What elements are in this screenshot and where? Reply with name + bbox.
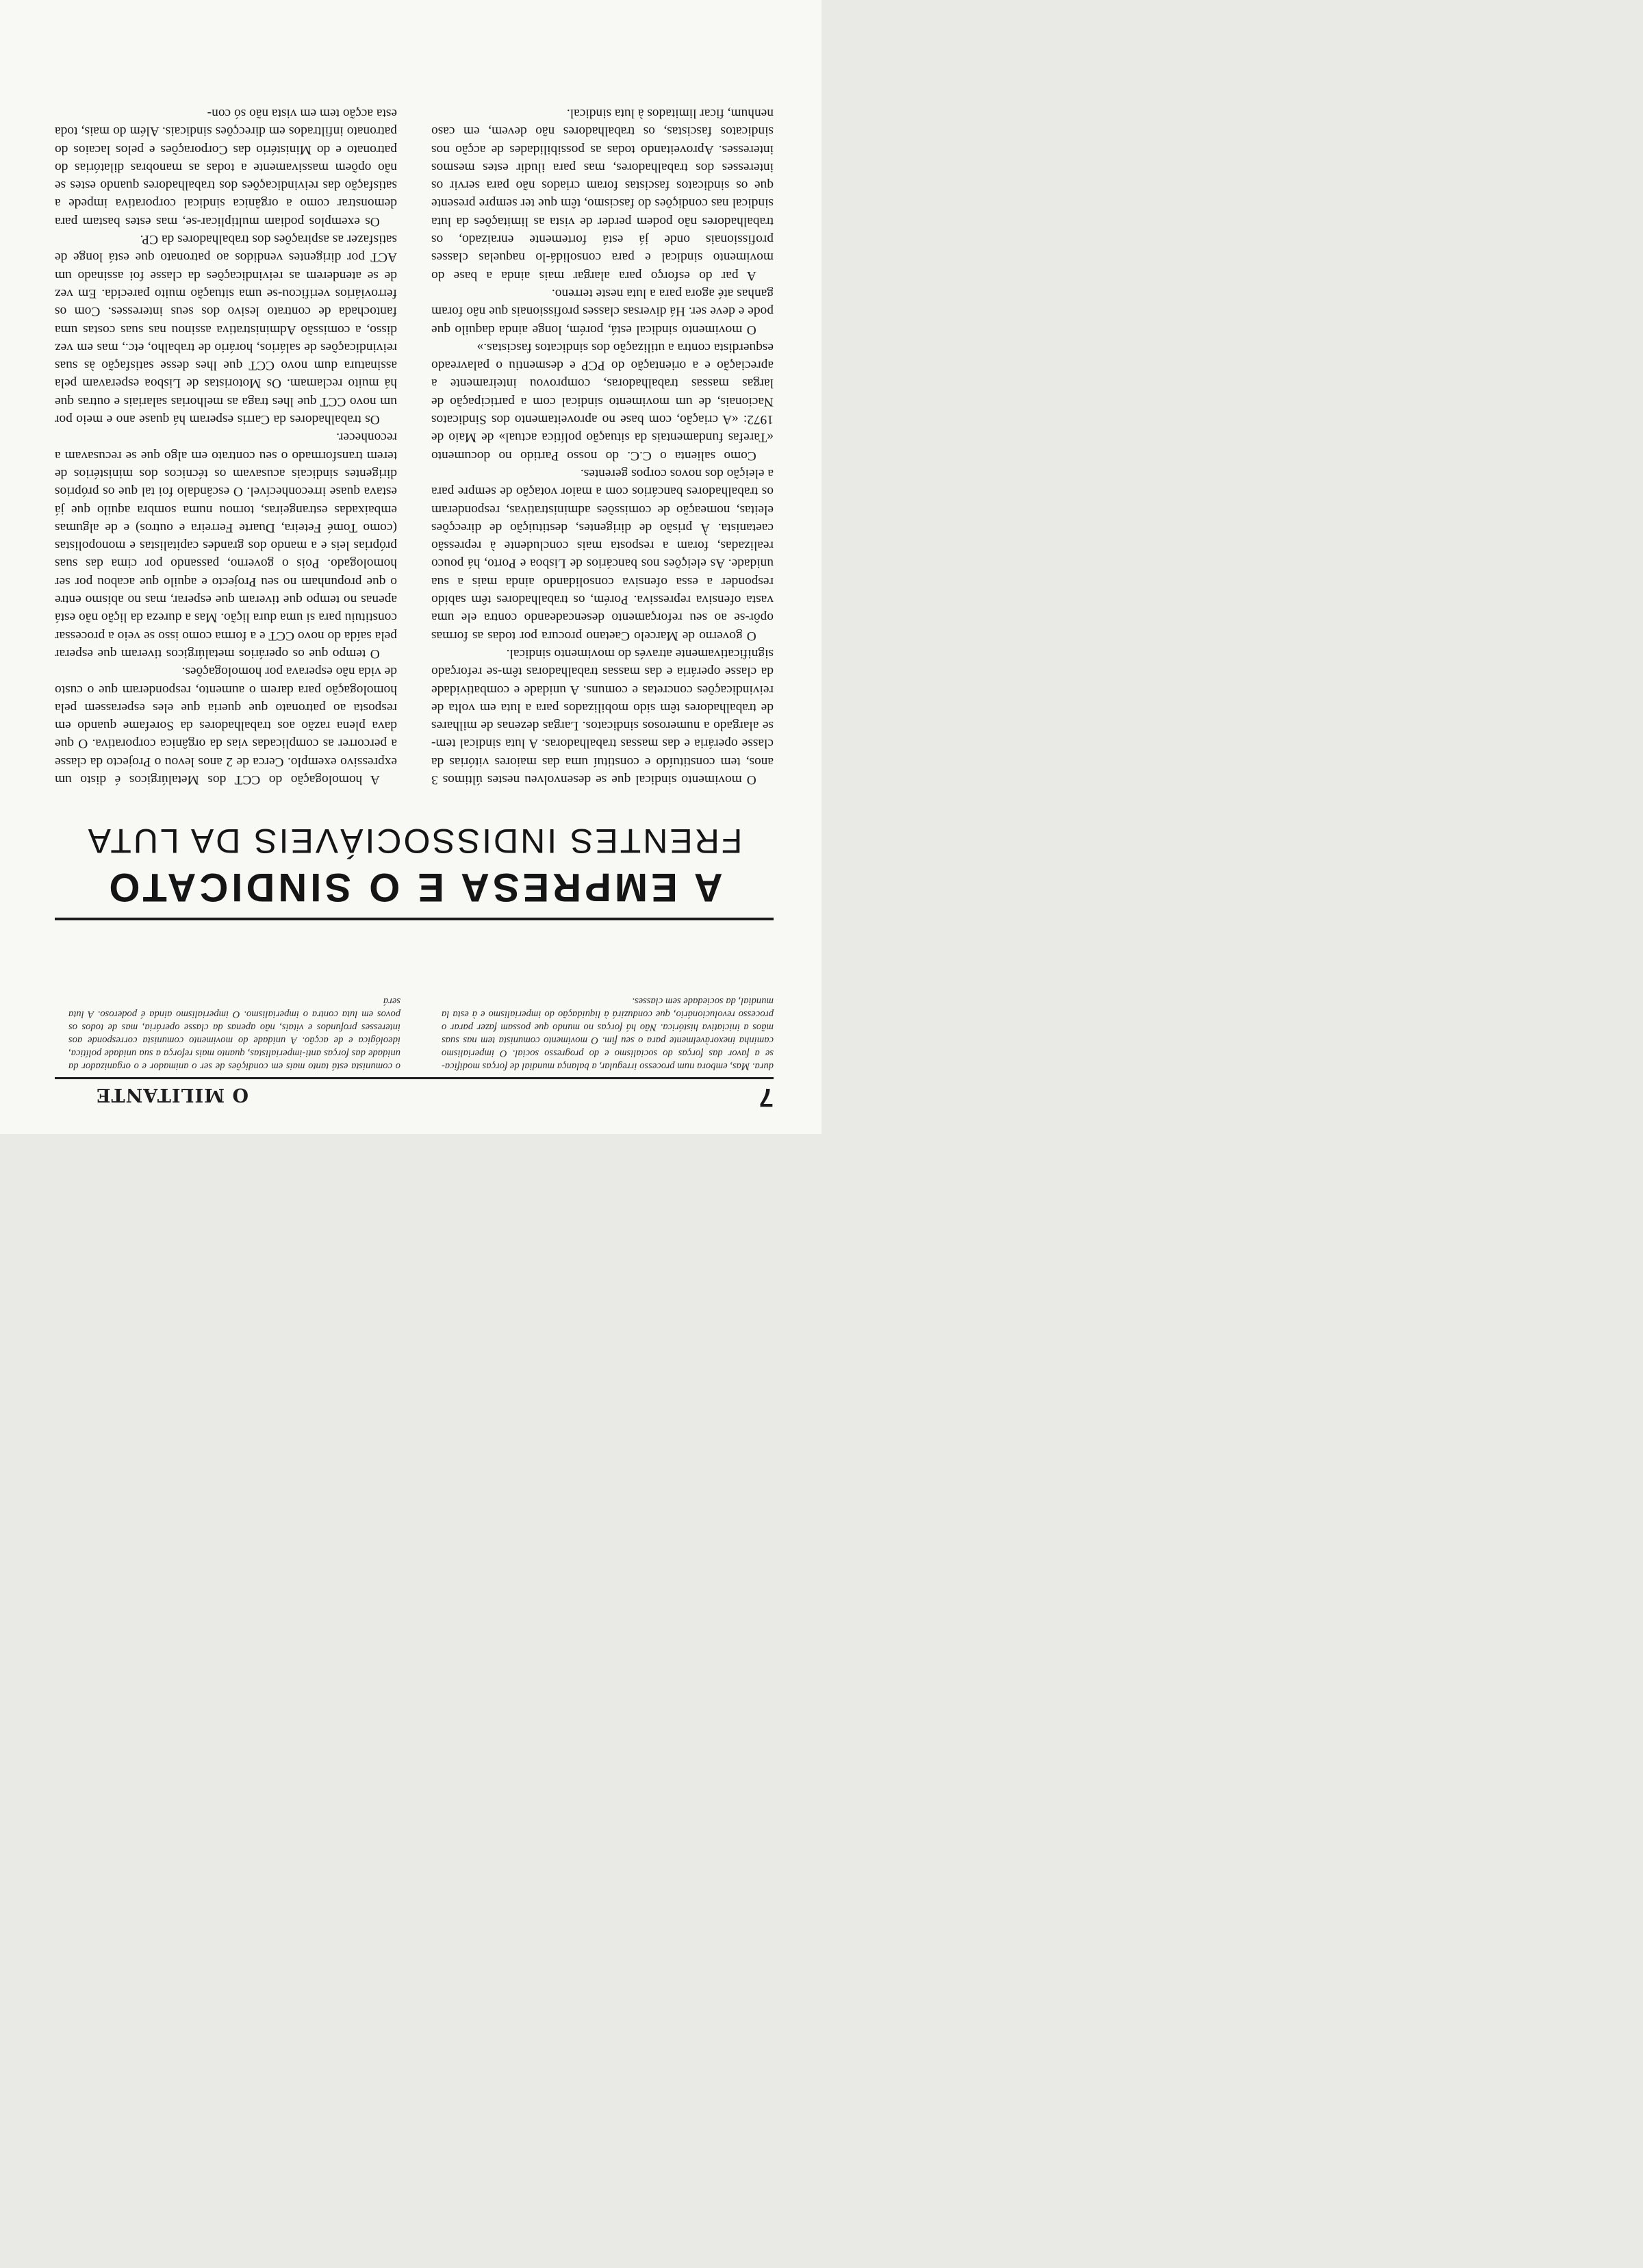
paragraph: O movimento sindical está, porém, longe ainda daquilo que pode e deve ser. Há diversas classes profissionais que não foram ganhas até agora para a luta neste terreno. [431, 286, 774, 337]
page-header [55, 1077, 774, 1113]
paragraph: Como salienta o C.C. do nosso Partido no documento «Tarefas fundamentais da situação política actual» de Maio de 1972: «A criação, com base no aproveitamento dos Sindicatos Nacionais, de um movimento sindical com a participação de largas massas trabalhadoras, comprovou inteiramente a apreciação e a orientação do PCP e desmentiu o palavreado esquerdista contra a utilização dos sindicatos fascistas.» [431, 340, 774, 463]
paragraph: Os trabalhadores da Carris esperam há quase ano e meio por um novo CCT que lhes traga as melhorias salariais e outras que há muito reclamam. Os Motoristas de Lisboa esperavam pela assinatura dum novo CCT que lhes desse satisfação às suas reivindicações de salários, horário de trabalho, etc., mas em vez disso, a comissão Administrativa assinou nas suas costas uma fantochada de contrato lesivo dos seus interesses. Com os ferroviários verificou-se uma situação muito parecida. Em vez de se atenderem as reivindicações da classe foi assinado um ACT por dirigentes vendidos ao patronato que está longe de satisfazer as aspirações dos trabalhadores da CP. [55, 232, 397, 427]
article-column-right [55, 28, 397, 788]
publication-title: O MILITANTE [96, 1084, 249, 1105]
headline-line-2: FRENTES INDISSOCIÁVEIS DA LUTA [86, 822, 743, 860]
headline-line-1: A EMPRESA E O SINDICATO [105, 865, 723, 909]
newspaper-page [0, 0, 822, 1134]
intro-column-left [442, 994, 774, 1072]
paragraph: A par do esforço para alargar mais ainda a base do movimento sindical e para consolidá-lo naquelas classes profissionais onde já está fortemente enraizado, os trabalhadores não podem perder de vista as limitações da luta sindical nas condições do fascismo, têm que ter sempre presente que os sindicatos fascistas foram criados não para servir os interesses dos trabalhadores, mas para iludir estes mesmos interesses. Aproveitando todas as possibilidades de acção nos sindicatos fascistas, os trabalhadores não devem, em caso nenhum, ficar limitados à luta sindical. [431, 106, 774, 283]
paragraph: O movimento sindical que se desenvolveu nestes últimos 3 anos, tem constituído e constituí uma das maiores vitórias da classe operária e das massas trabalhadoras. A luta sindical tem-se alargado a numerosos sindicatos. Largas dezenas de milhares de trabalhadores têm sido mobilizados para a luta em volta de reivindicações concretas e comuns. A unidade e combatividade da classe operária e das massas trabalhadoras têm-se reforçado significativamente através do movimento sindical. [431, 646, 774, 787]
paragraph: O tempo que os operários metalúrgicos tiveram que esperar pela saída do novo CCT e a forma como isso se veio a processar constituiu para si uma dura lição. Mas a dureza da lição não está apenas no tempo que tiveram que esperar, mas no abismo entre o que propunham no seu Projecto e aquilo que acabou por ser homologado. Pois o governo, passando por cima das suas próprias leis e a mando dos grandes capitalistas e monopolistas (como Tomé Feteira, Duarte Ferreira e outros) e de algumas embaixadas estrangeiras, tornou numa sombra aquilo que já estava quase irreconhecível. O escândalo foi tal que os próprios dirigentes sindicais acusavam os técnicos dos ministérios de terem transformado o seu contrato em algo que se recusavam a reconhecer. [55, 430, 397, 661]
article-headline [55, 798, 774, 911]
intro-paragraph-right: o comunista está tanto mais em condições de ser o animador e o organizador da unidade das forças anti-imperialistas, quanto mais reforça a sua unidade política, ideológica e de acção. A unidade do movimento comunista corresponde aos interesses profundos e vitais, não apenas da classe operária, mas de todos os povos em luta contra o imperialismo. O imperialismo ainda é poderoso. A luta será [68, 996, 400, 1072]
intro-column-right [68, 994, 400, 1072]
paragraph: O governo de Marcelo Caetano procura por todas as formas opôr-se ao seu reforçamento desencadeando contra ele uma vasta ofensiva repressiva. Porém, os trabalhadores têm sabido responder a essa ofensiva consolidando ainda mais a sua unidade. As eleições nos bancários de Lisboa e Porto, há pouco realizadas, foram a resposta mais concludente à repressão caetanista. À prisão de dirigentes, destituição de direcções eleitas, nomeação de comissões administrativas, responderam os trabalhadores bancários com a maior votação de sempre para a eleição dos novos corpos gerentes. [431, 466, 774, 643]
paragraph: A homologação do CCT dos Metalúrgicos é disto um expressivo exemplo. Cerca de 2 anos levou o Projecto da classe a percorrer as complicadas vias da orgânica corporativa. O que dava plena razão aos trabalhadores da Sorefame quando em resposta ao patronato que queria que eles esperassem pela homologação para darem o aumento, responderam que o custo de vida não esperava por homologações. [55, 664, 397, 787]
intro-continuation [55, 930, 774, 1072]
intro-paragraph-left: dura. Mas, embora num processo irregular, a balança mundial de forças modifica-se a favor das forças do socialismo e do progresso social. O imperialismo caminha inexoràvelmente para o seu fim. O movimento comunista tem nas suas mãos a iniciativa histórica. Não há forças no mundo que possam fazer parar o processo revolucionário, que conduzirá à liquidação do imperialismo e à esta la mundial, da sociedade sem classes. [442, 996, 774, 1072]
article-column-left [431, 28, 774, 788]
section-divider [55, 918, 774, 920]
paragraph: Os exemplos podiam multiplicar-se, mas estes bastam para demonstrar como a orgânica sindical corporativa impede a satisfação das reivindicações dos trabalhadores quando estes se não opõem massivamente a todas as manobras dilatórias do patronato e do Ministério das Corporações e pelos lacaios do patronato infiltrados em direcções sindicais. Além do mais, toda esta acção tem em vista não só con- [55, 106, 397, 229]
page-number: 7 [759, 1083, 774, 1111]
